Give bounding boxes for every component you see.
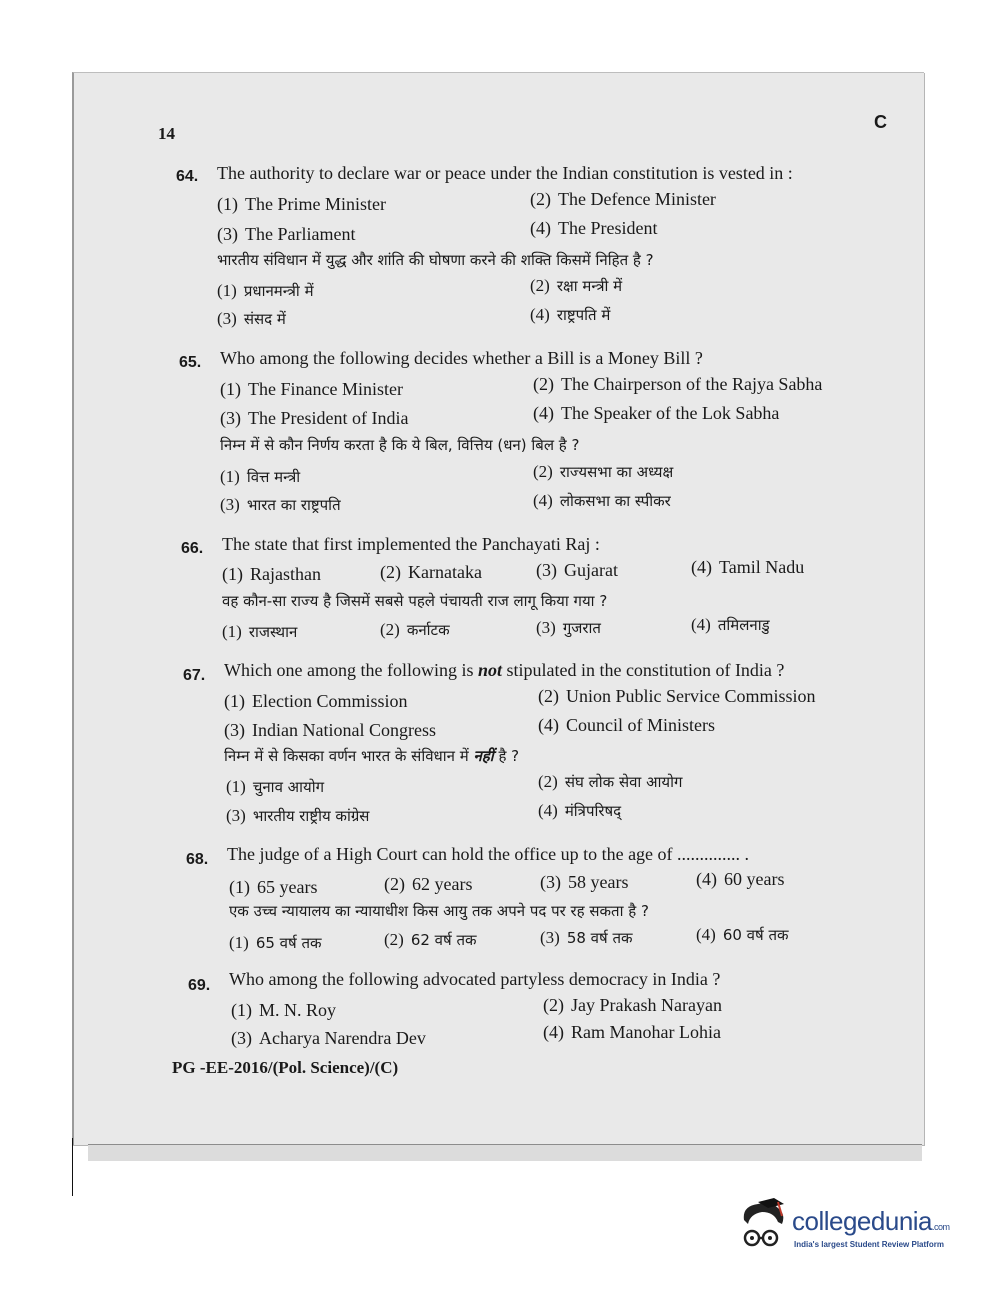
margin-line (72, 1138, 73, 1196)
option-3: (3) The Parliament (217, 224, 356, 244)
option-4-hi: (4) 60 वर्ष तक (696, 925, 789, 944)
question-text-en: The state that first implemented the Panchayati Raj : (222, 534, 600, 554)
question-text-en: Who among the following advocated partyless democracy in India ? (229, 969, 721, 989)
question-number: 67. (183, 667, 206, 684)
option-2-hi: (2) राज्यसभा का अध्यक्ष (533, 462, 674, 481)
question-text-hi: वह कौन-सा राज्य है जिसमें सबसे पहले पंचायती राज लागू किया गया ? (222, 592, 608, 610)
logo-mascot-icon (738, 1198, 792, 1256)
question-text-en: The authority to declare war or peace under the Indian constitution is vested in : (217, 163, 793, 183)
option-2: (2) Union Public Service Commission (538, 686, 816, 706)
question-text-hi: भारतीय संविधान में युद्ध और शांति की घोषणा करने की शक्ति किसमें निहित है ? (217, 251, 654, 269)
option-2: (2) The Chairperson of the Rajya Sabha (533, 374, 823, 394)
logo-wordmark: collegedunia (792, 1206, 933, 1236)
option-2-hi: (2) 62 वर्ष तक (384, 930, 477, 949)
question-number: 65. (179, 354, 202, 371)
option-1-hi: (1) 65 वर्ष तक (229, 933, 322, 952)
option-3: (3) Indian National Congress (224, 720, 436, 740)
option-2: (2) Karnataka (380, 562, 482, 582)
question-number: 69. (188, 977, 211, 994)
question-text-hi: निम्न में से कौन निर्णय करता है कि ये बिल, वित्तिय (धन) बिल है ? (220, 436, 580, 454)
question-text-hi: निम्न में से किसका वर्णन भारत के संविधान में नहीं है ? (224, 747, 520, 765)
option-4-hi: (4) मंत्रिपरिषद् (538, 801, 622, 820)
option-4: (4) Ram Manohar Lohia (543, 1022, 721, 1042)
option-2-hi: (2) कर्नाटक (380, 620, 450, 639)
option-4-hi: (4) राष्ट्रपति में (530, 305, 611, 324)
option-3-hi: (3) भारतीय राष्ट्रीय कांग्रेस (226, 806, 370, 825)
option-3-hi: (3) 58 वर्ष तक (540, 928, 633, 947)
option-1: (1) The Finance Minister (220, 379, 403, 399)
option-3-hi: (3) गुजरात (536, 618, 601, 637)
question-text-hi: एक उच्च न्यायालय का न्यायाधीश किस आयु तक अपने पद पर रह सकता है ? (229, 902, 649, 920)
page-edge (88, 1144, 922, 1161)
question-text-en: Who among the following decides whether a Bill is a Money Bill ? (220, 348, 703, 368)
option-2-hi: (2) संघ लोक सेवा आयोग (538, 772, 683, 791)
option-2: (2) 62 years (384, 874, 473, 894)
option-4: (4) The Speaker of the Lok Sabha (533, 403, 780, 423)
option-1: (1) Rajasthan (222, 564, 321, 584)
option-4: (4) Council of Ministers (538, 715, 715, 735)
option-4: (4) The President (530, 218, 658, 238)
question-number: 64. (176, 168, 199, 185)
option-3-hi: (3) संसद में (217, 309, 286, 328)
option-3: (3) The President of India (220, 408, 409, 428)
option-4: (4) 60 years (696, 869, 785, 889)
option-2: (2) The Defence Minister (530, 189, 716, 209)
option-4-hi: (4) तमिलनाडु (691, 615, 770, 634)
logo-domain: .com (932, 1222, 950, 1232)
set-code: C (874, 112, 887, 132)
question-text-en: The judge of a High Court can hold the office up to the age of .............. . (227, 844, 750, 864)
option-3: (3) Acharya Narendra Dev (231, 1028, 426, 1048)
option-1: (1) 65 years (229, 877, 318, 897)
option-1-hi: (1) राजस्थान (222, 622, 298, 641)
question-number: 66. (181, 540, 204, 557)
option-2: (2) Jay Prakash Narayan (543, 995, 722, 1015)
question-text-en: Which one among the following is not stipulated in the constitution of India ? (224, 660, 785, 680)
logo-tagline: India's largest Student Review Platform (794, 1240, 944, 1249)
option-3: (3) 58 years (540, 872, 629, 892)
question-number: 68. (186, 851, 209, 868)
option-1-hi: (1) वित्त मन्त्री (220, 467, 301, 486)
option-3: (3) Gujarat (536, 560, 618, 580)
collegedunia-logo[interactable] (738, 1198, 963, 1258)
option-1-hi: (1) प्रधानमन्त्री में (217, 281, 314, 300)
option-3-hi: (3) भारत का राष्ट्रपति (220, 495, 341, 514)
option-2-hi: (2) रक्षा मन्त्री में (530, 276, 623, 295)
option-4-hi: (4) लोकसभा का स्पीकर (533, 491, 671, 510)
option-4: (4) Tamil Nadu (691, 557, 805, 577)
paper-code: PG -EE-2016/(Pol. Science)/(C) (172, 1058, 399, 1077)
option-1: (1) The Prime Minister (217, 194, 386, 214)
option-1: (1) M. N. Roy (231, 1000, 337, 1020)
option-1: (1) Election Commission (224, 691, 408, 711)
page-number: 14 (158, 124, 175, 143)
option-1-hi: (1) चुनाव आयोग (226, 777, 325, 796)
